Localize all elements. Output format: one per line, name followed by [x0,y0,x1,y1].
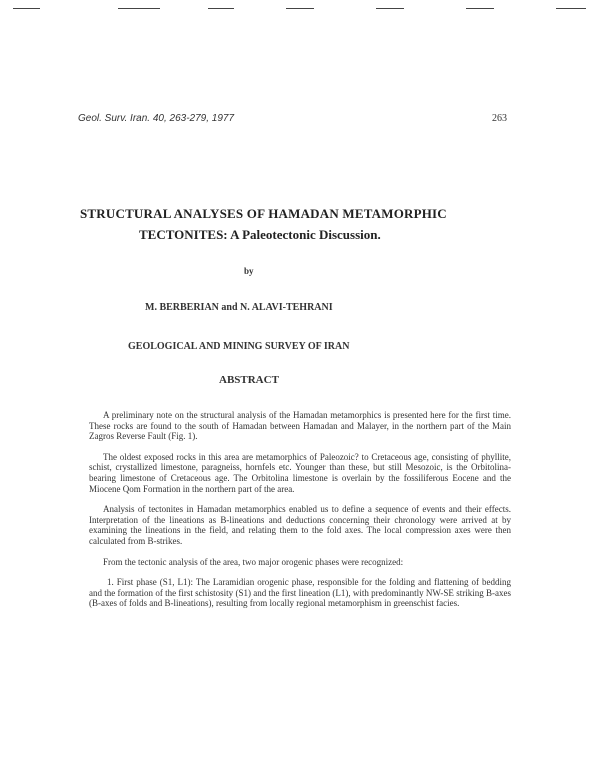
journal-citation: Geol. Surv. Iran. 40, 263-279, 1977 [78,113,235,124]
abstract-paragraph: Analysis of tectonites in Hamadan metamorphics enabled us to define a sequence of events and their effects. Interpretation of the lineations as B-lineations and deductions concerning their chronology were arrived at by examining the lineations in the field, and relating them to the fold axes. The local compression axes were then calculated from B-strikes. [89,504,511,546]
abstract-body [89,410,511,619]
abstract-heading: ABSTRACT [219,374,279,386]
page-number: 263 [492,113,507,124]
abstract-paragraph: 1. First phase (S1, L1): The Laramidian orogenic phase, responsible for the folding and flattening of bedding and the formation of the first schistosity (S1) and the first lineation (L1), with predominantly NW-SE striking B-axes (B-axes of folds and B-lineations), resulting from locally regional metamorphism in greenschist facies. [89,577,511,609]
abstract-paragraph: The oldest exposed rocks in this area are metamorphics of Paleozoic? to Cretaceous age, consisting of phyllite, schist, crystallized limestone, paragneiss, hornfels etc. Younger than these, but still Mesozoic, is the Orbitolina-bearing limestone of Cretaceous age. The Orbitolina limestone is overlain by the fossiliferous Eocene and the Miocene Qom Formation in the northern part of the area. [89,451,511,494]
top-rule [556,8,586,9]
abstract-paragraph: A preliminary note on the structural analysis of the Hamadan metamorphics is presented here for the first time. These rocks are found to the south of Hamadan between Hamadan and Malayer, in the northern part of the Main Zagros Reverse Fault (Fig. 1). [89,410,511,442]
top-rule [286,8,314,9]
authors: M. BERBERIAN and N. ALAVI-TEHRANI [145,302,333,313]
paper-title-line1: STRUCTURAL ANALYSES OF HAMADAN METAMORPHIC [80,206,447,221]
byline: by [244,266,254,276]
top-rule [118,8,160,9]
top-rule [13,8,40,9]
abstract-paragraph: From the tectonic analysis of the area, two major orogenic phases were recognized: [103,556,404,567]
top-rule [208,8,234,9]
top-rule [376,8,404,9]
paper-title-line2: TECTONITES: A Paleotectonic Discussion. [139,227,381,242]
affiliation: GEOLOGICAL AND MINING SURVEY OF IRAN [128,341,350,352]
top-rule [466,8,494,9]
